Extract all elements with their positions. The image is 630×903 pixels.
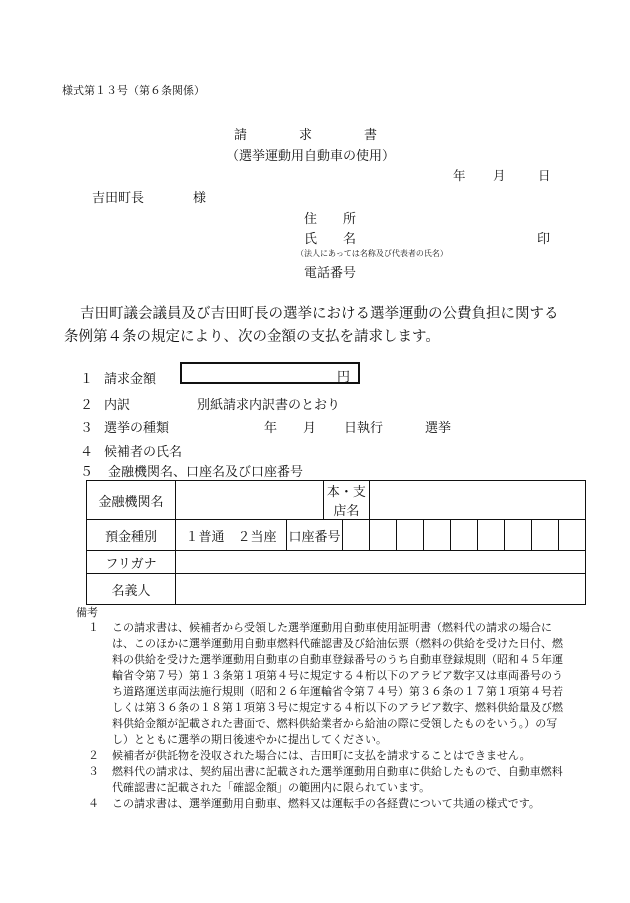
account-digit-8[interactable] (532, 520, 559, 551)
body-text-line2: 条例第４条の規定により、次の金額の支払を請求します。 (64, 329, 440, 345)
account-holder-field[interactable] (176, 574, 586, 605)
bank-account-table (86, 480, 586, 605)
note-4-text: この請求書は、選挙運動用自動車、燃料又は運転手の各経費について共通の様式です。 (112, 797, 540, 810)
furigana-field[interactable] (176, 551, 586, 574)
document-subtitle: （選挙運動用自動車の使用） (226, 149, 396, 164)
deposit-type-label: 預金種別 (87, 520, 176, 551)
note-2-text: 候補者が供託物を没収された場合には、吉田町に支払を請求することはできません。 (112, 749, 531, 762)
date-month: 月 (493, 168, 506, 183)
note-4 (88, 796, 568, 812)
branch-field[interactable] (370, 481, 586, 520)
note-2 (88, 748, 568, 764)
account-digit-4[interactable] (424, 520, 451, 551)
body-text-line1: 吉田町議会議員及び吉田町長の選挙における選挙運動の公費負担に関する (80, 306, 559, 322)
addressee-name: 吉田町長 (92, 191, 145, 206)
item2-value: 別紙請求内訳書のとおり (197, 398, 341, 413)
deposit-type-options[interactable]: １普通 ２当座 (176, 520, 287, 551)
furigana-label: フリガナ (87, 551, 176, 574)
item5-number: ５ (80, 465, 94, 480)
seal-mark: 印 (537, 232, 551, 247)
bank-name-label: 金融機関名 (87, 481, 176, 520)
corporation-note: （法人にあっては名称及び代表者の氏名） (296, 249, 448, 258)
account-digit-3[interactable] (397, 520, 424, 551)
note-1 (88, 620, 568, 748)
item5-label: 金融機関名、口座名及び口座番号 (108, 465, 304, 480)
note-1-number: １ (88, 621, 99, 634)
account-digit-2[interactable] (370, 520, 397, 551)
note-3 (88, 764, 568, 796)
item1-number: １ (80, 372, 94, 387)
bank-name-field[interactable] (176, 481, 324, 520)
date-year: 年 (453, 168, 466, 183)
account-digit-1[interactable] (343, 520, 370, 551)
item4-number: ４ (80, 445, 94, 460)
item3-number: ３ (80, 421, 94, 436)
date-day: 日 (538, 168, 551, 183)
account-digit-6[interactable] (478, 520, 505, 551)
form-number: 様式第１３号（第６条関係） (62, 84, 205, 97)
item4-label: 候補者の氏名 (104, 445, 183, 460)
account-digit-5[interactable] (451, 520, 478, 551)
address-label: 住 所 (304, 212, 357, 227)
document-title: 請 求 書 (234, 128, 378, 143)
phone-label: 電話番号 (304, 266, 357, 281)
item1-label: 請求金額 (104, 372, 157, 387)
notes-list (88, 620, 568, 812)
name-label: 氏 名 (304, 232, 357, 247)
note-2-number: ２ (88, 749, 99, 762)
note-1-text: この請求書は、候補者から受領した選挙運動用自動車使用証明書（燃料代の請求の場合には、このほかに選挙運動用自動車燃料代確認書及び給油伝票（燃料の供給を受けた日付、燃料の供給を受けた選挙運動用自動車の自動車登録番号のうち自動車登録規則（昭和４５年運輸省令第７号）第１３条第１項第４号に規定する４桁以下のアラビア数字又は車両番号のうち道路運送車両法施行規則（昭和２６年運輸省令第７４号）第３６条の１７第１項第４号若しくは第３６条の１８第１項第３号に規定する４桁以下のアラビア数字、燃料供給量及び燃料供給金額が記載された書面で、燃料供給業者から給油の際に受領したものをいう。）の写し）とともに選挙の期日後速やかに提出してください。 (112, 621, 563, 746)
amount-box[interactable] (180, 362, 360, 384)
branch-label: 本・支店名 (323, 481, 369, 520)
item2-number: ２ (80, 398, 94, 413)
note-3-text: 燃料代の請求は、契約届出書に記載された選挙運動用自動車に供給したもので、自動車燃料代確認書に記載された「確認金額」の範囲内に限られています。 (112, 765, 563, 794)
amount-unit: 円 (336, 370, 350, 385)
account-holder-label: 名義人 (87, 574, 176, 605)
note-4-number: ４ (88, 797, 99, 810)
item2-label: 内訳 (104, 398, 131, 413)
item3-election: 選挙 (425, 421, 452, 436)
item3-label: 選挙の種類 (104, 421, 170, 436)
item3-year: 年 (264, 421, 278, 436)
account-digit-7[interactable] (505, 520, 532, 551)
note-3-number: ３ (88, 765, 99, 778)
addressee-honorific: 様 (193, 191, 207, 206)
account-digit-9[interactable] (559, 520, 586, 551)
notes-heading: 備考 (76, 606, 98, 619)
item3-day: 日執行 (344, 421, 384, 436)
item3-month: 月 (303, 421, 317, 436)
account-number-label: 口座番号 (287, 520, 343, 551)
